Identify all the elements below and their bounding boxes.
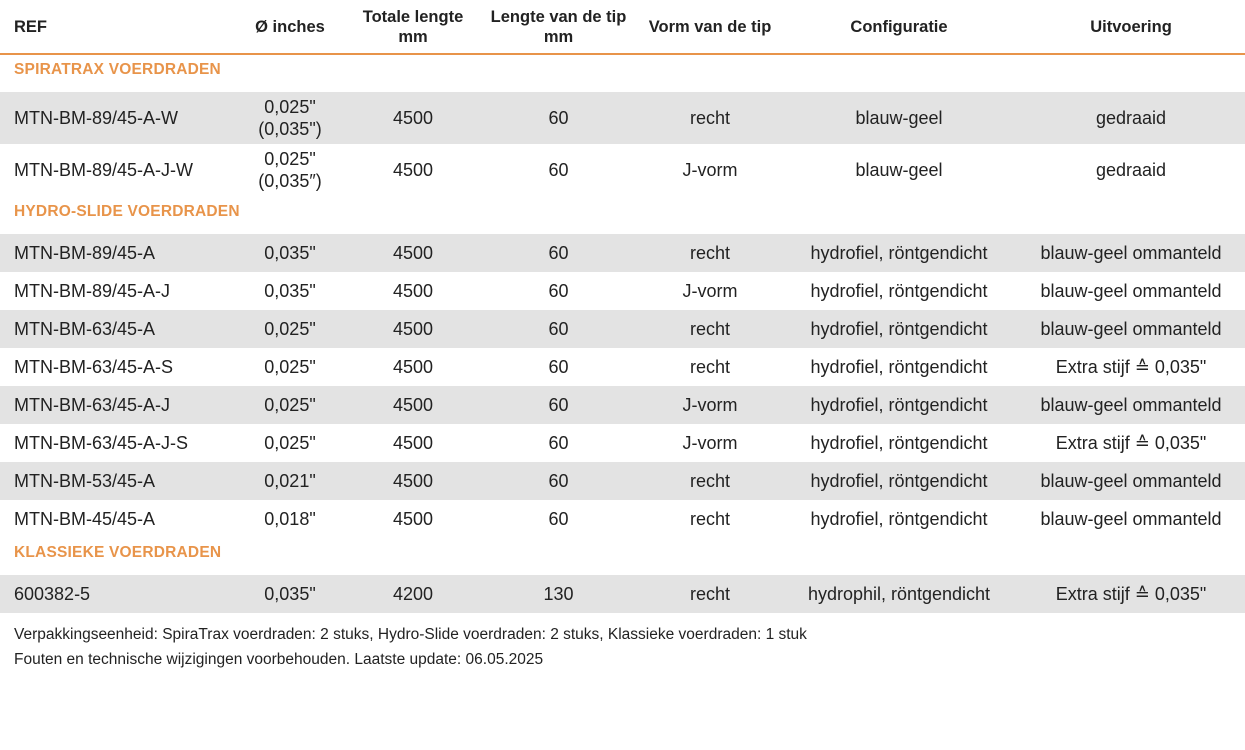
header-finish: Uitvoering xyxy=(1090,17,1172,36)
cell-total-length: 4500 xyxy=(392,357,434,377)
cell-finish: Extra stijf ≙ 0,035" xyxy=(1055,357,1207,377)
header-configuration: Configuratie xyxy=(850,17,948,36)
header-ref: REF xyxy=(14,17,47,36)
cell-configuration: hydrophil, röntgendicht xyxy=(807,584,991,604)
cell-ref: 600382-5 xyxy=(14,584,91,604)
cell-diameter: 0,025" (0,035") xyxy=(258,97,322,139)
header-total-length: Totale lengte mm xyxy=(362,7,464,46)
cell-tip-shape: recht xyxy=(689,584,731,604)
table-row xyxy=(0,234,1245,272)
table-row xyxy=(0,424,1245,462)
cell-tip-length: 130 xyxy=(543,584,574,604)
table-row xyxy=(0,500,1245,538)
cell-tip-length: 60 xyxy=(548,243,569,263)
cell-tip-length: 60 xyxy=(548,433,569,453)
header-tip-length: Lengte van de tip mm xyxy=(490,7,627,46)
header-diameter: Ø inches xyxy=(255,17,325,36)
cell-tip-length: 60 xyxy=(548,108,569,128)
cell-configuration: blauw-geel xyxy=(855,160,943,180)
cell-configuration: hydrofiel, röntgendicht xyxy=(810,509,988,529)
cell-finish: Extra stijf ≙ 0,035" xyxy=(1055,433,1207,453)
cell-diameter: 0,025" xyxy=(264,395,316,415)
cell-diameter: 0,025" xyxy=(264,319,316,339)
section-title-spiratrax: SPIRATRAX VOERDRADEN xyxy=(14,61,221,78)
section-title-hydroslide: HYDRO-SLIDE VOERDRADEN xyxy=(14,203,240,220)
cell-ref: MTN-BM-89/45-A-J-W xyxy=(14,160,193,180)
cell-finish: blauw-geel ommanteld xyxy=(1040,281,1222,301)
cell-total-length: 4500 xyxy=(392,243,434,263)
cell-finish: blauw-geel ommanteld xyxy=(1040,319,1222,339)
cell-ref: MTN-BM-89/45-A-W xyxy=(14,108,179,128)
cell-tip-length: 60 xyxy=(548,357,569,377)
cell-diameter: 0,035" xyxy=(264,281,316,301)
cell-configuration: hydrofiel, röntgendicht xyxy=(810,319,988,339)
cell-ref: MTN-BM-53/45-A xyxy=(14,471,156,491)
cell-total-length: 4500 xyxy=(392,319,434,339)
cell-tip-shape: J-vorm xyxy=(682,281,738,301)
cell-diameter: 0,035" xyxy=(264,584,316,604)
cell-configuration: hydrofiel, röntgendicht xyxy=(810,433,988,453)
cell-total-length: 4500 xyxy=(392,395,434,415)
cell-total-length: 4500 xyxy=(392,433,434,453)
cell-tip-length: 60 xyxy=(548,509,569,529)
cell-diameter: 0,021" xyxy=(264,471,316,491)
cell-finish: blauw-geel ommanteld xyxy=(1040,509,1222,529)
cell-tip-shape: recht xyxy=(689,319,731,339)
cell-tip-shape: J-vorm xyxy=(682,433,738,453)
cell-tip-shape: J-vorm xyxy=(682,160,738,180)
table-row xyxy=(0,310,1245,348)
cell-finish: Extra stijf ≙ 0,035" xyxy=(1055,584,1207,604)
cell-ref: MTN-BM-89/45-A xyxy=(14,243,156,263)
table-row xyxy=(0,462,1245,500)
cell-total-length: 4500 xyxy=(392,509,434,529)
cell-configuration: hydrofiel, röntgendicht xyxy=(810,471,988,491)
table-row xyxy=(0,348,1245,386)
cell-tip-length: 60 xyxy=(548,160,569,180)
cell-diameter: 0,025" xyxy=(264,357,316,377)
cell-total-length: 4500 xyxy=(392,281,434,301)
cell-ref: MTN-BM-89/45-A-J xyxy=(14,281,171,301)
cell-finish: blauw-geel ommanteld xyxy=(1040,243,1222,263)
cell-configuration: blauw-geel xyxy=(855,108,943,128)
table-row xyxy=(0,92,1245,144)
table-row xyxy=(0,272,1245,310)
cell-tip-shape: recht xyxy=(689,243,731,263)
cell-configuration: hydrofiel, röntgendicht xyxy=(810,281,988,301)
cell-tip-length: 60 xyxy=(548,471,569,491)
header-tip-shape: Vorm van de tip xyxy=(648,17,772,36)
cell-tip-shape: recht xyxy=(689,108,731,128)
cell-diameter: 0,035" xyxy=(264,243,316,263)
cell-total-length: 4500 xyxy=(392,471,434,491)
table-row xyxy=(0,575,1245,613)
cell-tip-shape: recht xyxy=(689,509,731,529)
cell-ref: MTN-BM-63/45-A xyxy=(14,319,156,339)
table-header xyxy=(0,0,1245,55)
table-row xyxy=(0,386,1245,424)
cell-tip-shape: recht xyxy=(689,357,731,377)
cell-tip-length: 60 xyxy=(548,281,569,301)
cell-configuration: hydrofiel, röntgendicht xyxy=(810,357,988,377)
cell-ref: MTN-BM-63/45-A-J xyxy=(14,395,171,415)
cell-ref: MTN-BM-45/45-A xyxy=(14,509,156,529)
section-title-klassieke: KLASSIEKE VOERDRADEN xyxy=(14,544,222,561)
cell-tip-length: 60 xyxy=(548,319,569,339)
cell-diameter: 0,018" xyxy=(264,509,316,529)
cell-ref: MTN-BM-63/45-A-S xyxy=(14,357,174,377)
cell-diameter: 0,025" (0,035″) xyxy=(258,149,322,191)
cell-total-length: 4200 xyxy=(392,584,434,604)
cell-configuration: hydrofiel, röntgendicht xyxy=(810,395,988,415)
cell-configuration: hydrofiel, röntgendicht xyxy=(810,243,988,263)
footer-packaging: Verpakkingseenheid: SpiraTrax voerdraden: 2 stuks, Hydro-Slide voerdraden: 2 stuks, Klassieke voerdraden: 1 stuk xyxy=(14,626,807,643)
cell-total-length: 4500 xyxy=(392,160,434,180)
cell-ref: MTN-BM-63/45-A-J-S xyxy=(14,433,189,453)
footer-disclaimer: Fouten en technische wijzigingen voorbehouden. Laatste update: 06.05.2025 xyxy=(14,651,544,668)
cell-finish: gedraaid xyxy=(1095,108,1167,128)
cell-tip-shape: recht xyxy=(689,471,731,491)
cell-finish: gedraaid xyxy=(1095,160,1167,180)
cell-tip-shape: J-vorm xyxy=(682,395,738,415)
cell-finish: blauw-geel ommanteld xyxy=(1040,471,1222,491)
cell-tip-length: 60 xyxy=(548,395,569,415)
cell-total-length: 4500 xyxy=(392,108,434,128)
table-row xyxy=(0,144,1245,196)
cell-finish: blauw-geel ommanteld xyxy=(1040,395,1222,415)
cell-diameter: 0,025" xyxy=(264,433,316,453)
